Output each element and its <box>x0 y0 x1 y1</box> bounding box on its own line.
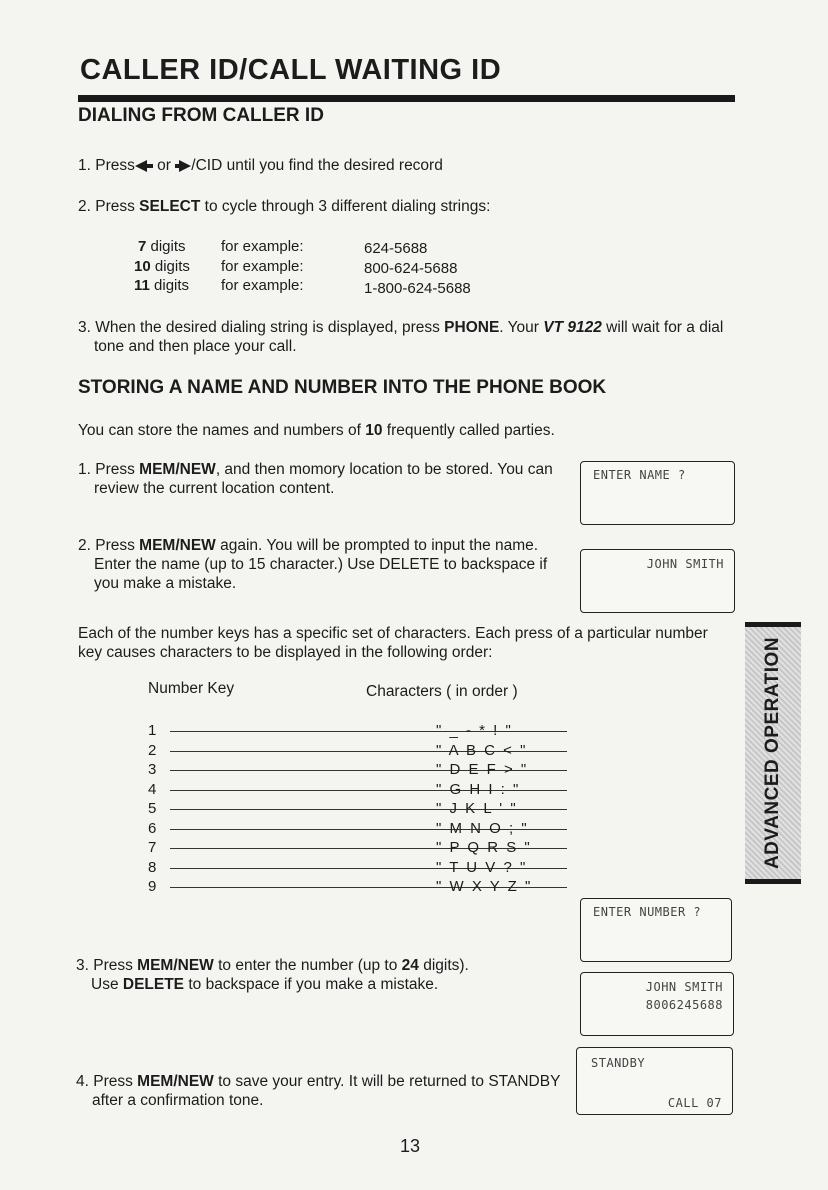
title-rule <box>78 95 735 102</box>
lcd-standby: STANDBY CALL 07 <box>576 1047 733 1115</box>
storing-intro: You can store the names and numbers of 10 frequently called parties. <box>78 422 555 439</box>
example-label: for example: <box>221 258 304 275</box>
table-header-chars: Characters ( in order ) <box>366 683 518 700</box>
example-row: 11 digits <box>134 277 190 294</box>
lcd-number-entered: JOHN SMITH 8006245688 <box>580 972 734 1036</box>
page-title: CALLER ID/CALL WAITING ID <box>80 54 502 86</box>
dial-step-1: 1. Press or /CID until you find the desired record <box>78 157 443 174</box>
example-row: 7 digits <box>138 238 186 255</box>
dial-step-2: 2. Press SELECT to cycle through 3 different dialing strings: <box>78 198 491 215</box>
example-value: 1-800-624-5688 <box>364 280 471 297</box>
example-label: for example: <box>221 277 304 294</box>
lcd-name-entered: JOHN SMITH <box>580 549 735 613</box>
side-tab-advanced-operation: ADVANCED OPERATION <box>745 622 801 884</box>
example-value: 800-624-5688 <box>364 260 458 277</box>
dial-step-3: 3. When the desired dialing string is displayed, press PHONE. Your VT 9122 will wait for a dial tone and then place your call. <box>78 319 724 355</box>
example-row: 10 digits <box>134 258 190 275</box>
example-label: for example: <box>221 238 304 255</box>
table-header-key: Number Key <box>148 680 235 697</box>
store-step-2: 2. Press MEM/NEW again. You will be prompted to input the name. Enter the name (up to 15 character.) Use DELETE to backspace if you make a mistake. <box>78 537 548 592</box>
section-heading-storing: STORING A NAME AND NUMBER INTO THE PHONE BOOK <box>78 377 607 398</box>
lcd-enter-number: ENTER NUMBER ? <box>580 898 732 962</box>
section-heading-dialing: DIALING FROM CALLER ID <box>78 105 324 126</box>
page-number: 13 <box>400 1136 421 1156</box>
store-step-3: 3. Press MEM/NEW to enter the number (up to 24 digits). Use DELETE to backspace if you make a mistake. <box>76 957 469 993</box>
right-arrow-icon <box>175 160 191 172</box>
example-value: 624-5688 <box>364 240 428 257</box>
lcd-enter-name: ENTER NAME ? <box>580 461 735 525</box>
store-step-4: 4. Press MEM/NEW to save your entry. It will be returned to STANDBY after a confirmation tone. <box>76 1073 561 1109</box>
number-key-paragraph: Each of the number keys has a specific set of characters. Each press of a particular number key causes characters to be displayed in the following order: <box>78 625 708 661</box>
store-step-1: 1. Press MEM/NEW, and then momory location to be stored. You can review the current location content. <box>78 461 553 497</box>
left-arrow-icon <box>135 160 153 172</box>
